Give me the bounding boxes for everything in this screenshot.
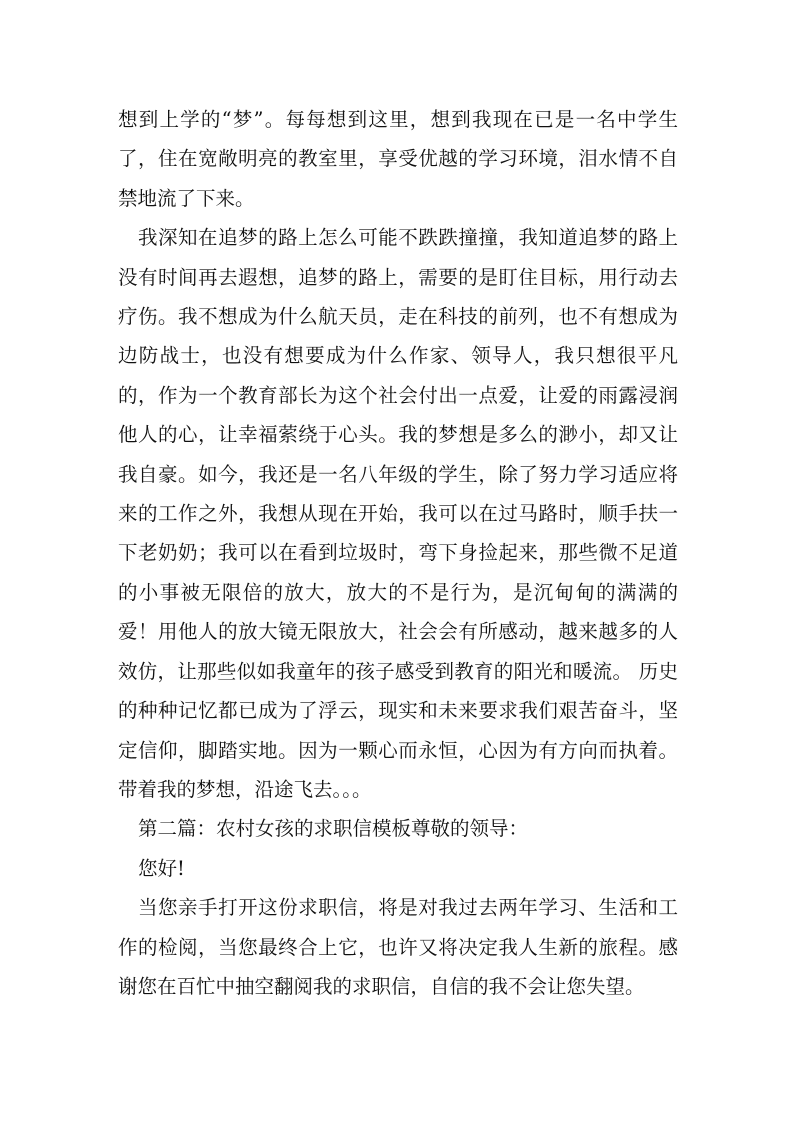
paragraph-letter-intro: 当您亲手打开这份求职信，将是对我过去两年学习、生活和工作的检阅，当您最终合上它，也许又将决定我人生新的旅程。感谢您在百忙中抽空翻阅我的求职信，自信的我不会让您失望。 bbox=[118, 896, 678, 998]
paragraph-dream: 我深知在追梦的路上怎么可能不跌跌撞撞，我知道追梦的路上没有时间再去遐想，追梦的路上，需要的是盯住目标，用行动去疗伤。我不想成为什么航天员，走在科技的前列，也不有想成为边防战士，也没有想要成为什么作家、领导人，我只想很平凡的，作为一个教育部长为这个社会付出一点爱，让爱的雨露浸润他人的心，让幸福萦绕于心头。我的梦想是多么的渺小，却又让我自豪。如今，我还是一名八年级的学生，除了努力学习适应将来的工作之外，我想从现在开始，我可以在过马路时，顺手扶一下老奶奶；我可以在看到垃圾时，弯下身捡起来，那些微不足道的小事被无限倍的放大，放大的不是行为，是沉甸甸的满满的爱！用他人的放大镜无限放大，社会会有所感动，越来越多的人效仿，让那些似如我童年的孩子感受到教育的阳光和暖流。 历史的种种记忆都已成为了浮云，现实和未来要求我们艰苦奋斗，坚定信仰，脚踏实地。因为一颗心而永恒，心因为有方向而执着。带着我的梦想，沿途飞去。。。 bbox=[118, 226, 678, 801]
paragraph-section-heading: 第二篇：农村女孩的求职信模板尊敬的领导： bbox=[138, 817, 529, 841]
paragraph-greeting: 您好! bbox=[138, 856, 185, 880]
document-body bbox=[118, 100, 678, 1006]
paragraph-continuation: 想到上学的“梦”。每每想到这里，想到我现在已是一名中学生了，住在宽敞明亮的教室里，享受优越的学习环境，泪水情不自禁地流了下来。 bbox=[118, 108, 678, 210]
